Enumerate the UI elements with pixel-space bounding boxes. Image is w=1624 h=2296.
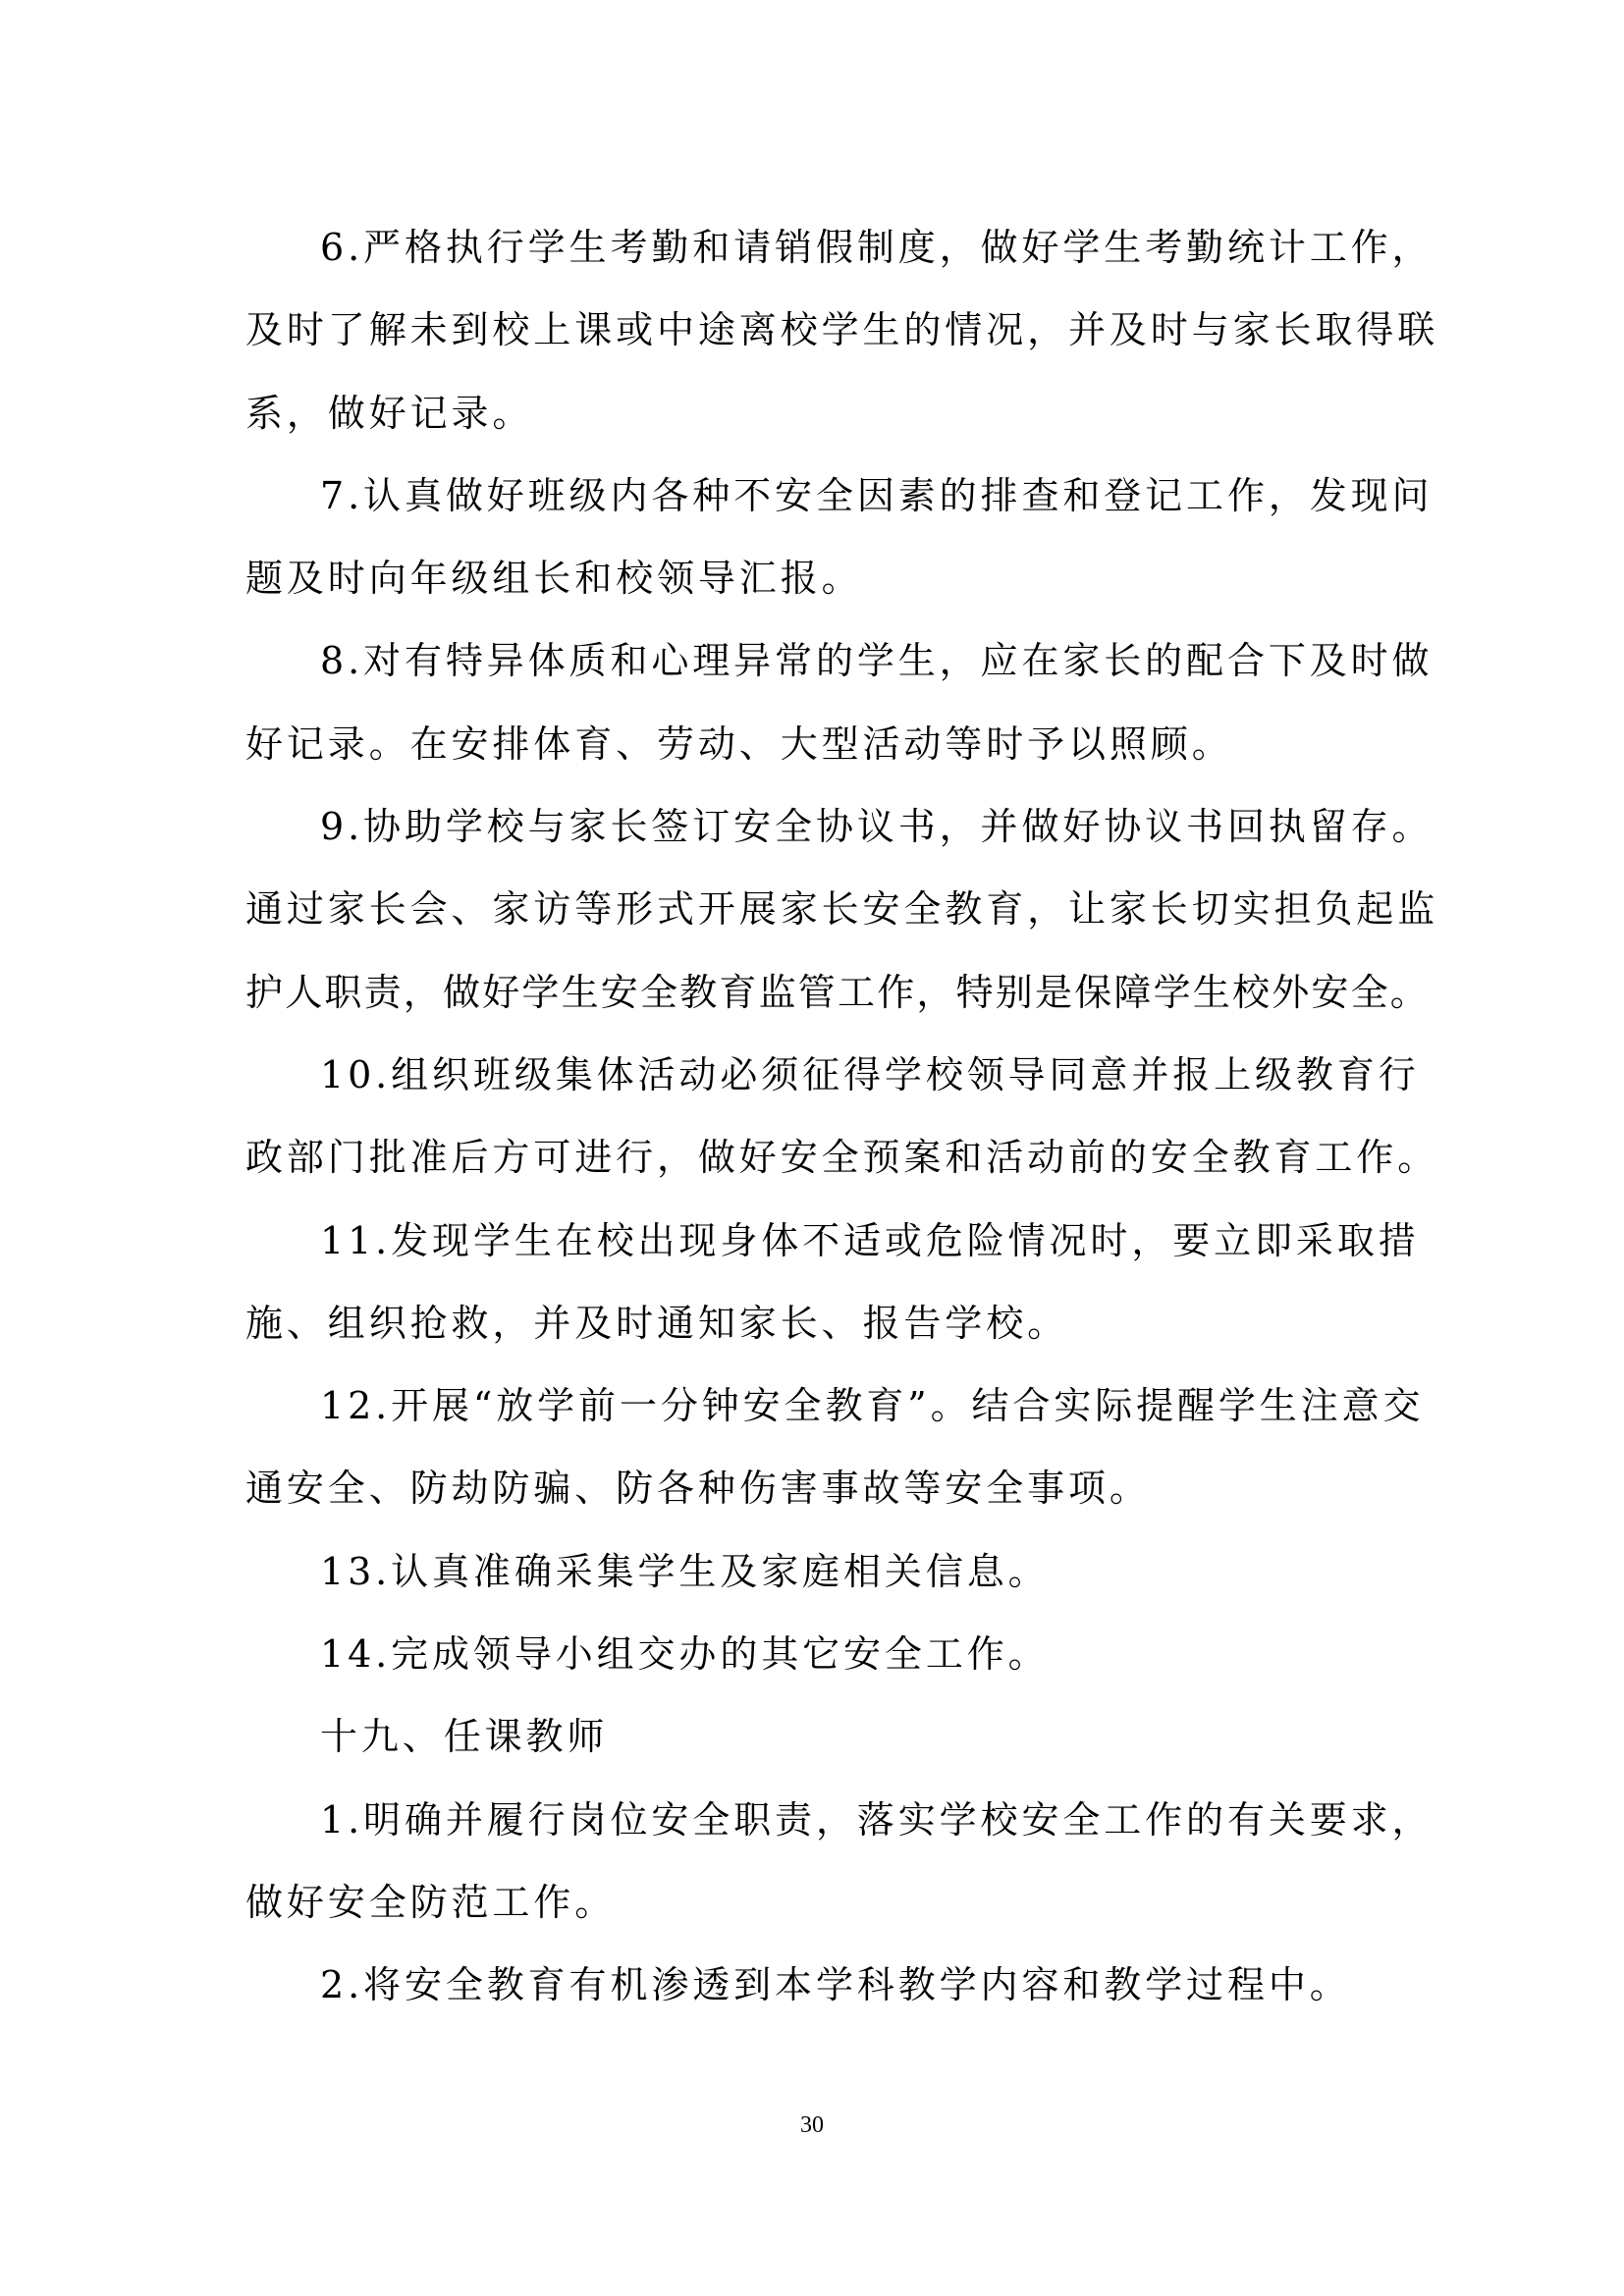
- document-body: [245, 206, 1439, 2027]
- paragraph-9-line-3: 护人职责，做好学生安全教育监管工作，特别是保障学生校外安全。: [245, 970, 1431, 1014]
- paragraph-12-line-1: 12.开展“放学前一分钟安全教育”。结合实际提醒学生注意交: [320, 1384, 1425, 1428]
- section-heading: 十九、任课教师: [320, 1715, 609, 1759]
- paragraph-7-line-2: 题及时向年级组长和校领导汇报。: [245, 557, 863, 601]
- paragraph-t1-line-2: 做好安全防范工作。: [245, 1880, 617, 1924]
- paragraph-11-line-2: 施、组织抢救，并及时通知家长、报告学校。: [245, 1301, 1069, 1345]
- paragraph-10-line-2: 政部门批准后方可进行，做好安全预案和活动前的安全教育工作。: [245, 1136, 1439, 1180]
- paragraph-8-line-2: 好记录。在安排体育、劳动、大型活动等时予以照顾。: [245, 721, 1233, 766]
- paragraph-9-line-2: 通过家长会、家访等形式开展家长安全教育，让家长切实担负起监: [245, 887, 1439, 932]
- paragraph-6-line-1: 6.严格执行学生考勤和请销假制度，做好学生考勤统计工作，: [320, 226, 1434, 269]
- paragraph-7-line-1: 7.认真做好班级内各种不安全因素的排查和登记工作，发现问: [320, 473, 1434, 517]
- paragraph-9-line-1: 9.协助学校与家长签订安全协议书，并做好协议书回执留存。: [320, 805, 1434, 849]
- paragraph-13: 13.认真准确采集学生及家庭相关信息。: [320, 1549, 1050, 1593]
- page-number: 30: [800, 2112, 824, 2138]
- paragraph-12-line-2: 通安全、防劫防骗、防各种伤害事故等安全事项。: [245, 1467, 1151, 1511]
- paragraph-8-line-1: 8.对有特异体质和心理异常的学生，应在家长的配合下及时做: [320, 639, 1434, 683]
- paragraph-t2: 2.将安全教育有机渗透到本学科教学内容和教学过程中。: [320, 1963, 1351, 2007]
- paragraph-14: 14.完成领导小组交办的其它安全工作。: [320, 1632, 1050, 1677]
- paragraph-6-line-2: 及时了解未到校上课或中途离校学生的情况，并及时与家长取得联: [245, 308, 1439, 352]
- paragraph-t1-line-1: 1.明确并履行岗位安全职责，落实学校安全工作的有关要求，: [320, 1797, 1434, 1842]
- paragraph-10-line-1: 10.组织班级集体活动必须征得学校领导同意并报上级教育行: [320, 1052, 1420, 1096]
- paragraph-11-line-1: 11.发现学生在校出现身体不适或危险情况时，要立即采取措: [320, 1218, 1420, 1262]
- paragraph-6-line-3: 系，做好记录。: [245, 391, 534, 435]
